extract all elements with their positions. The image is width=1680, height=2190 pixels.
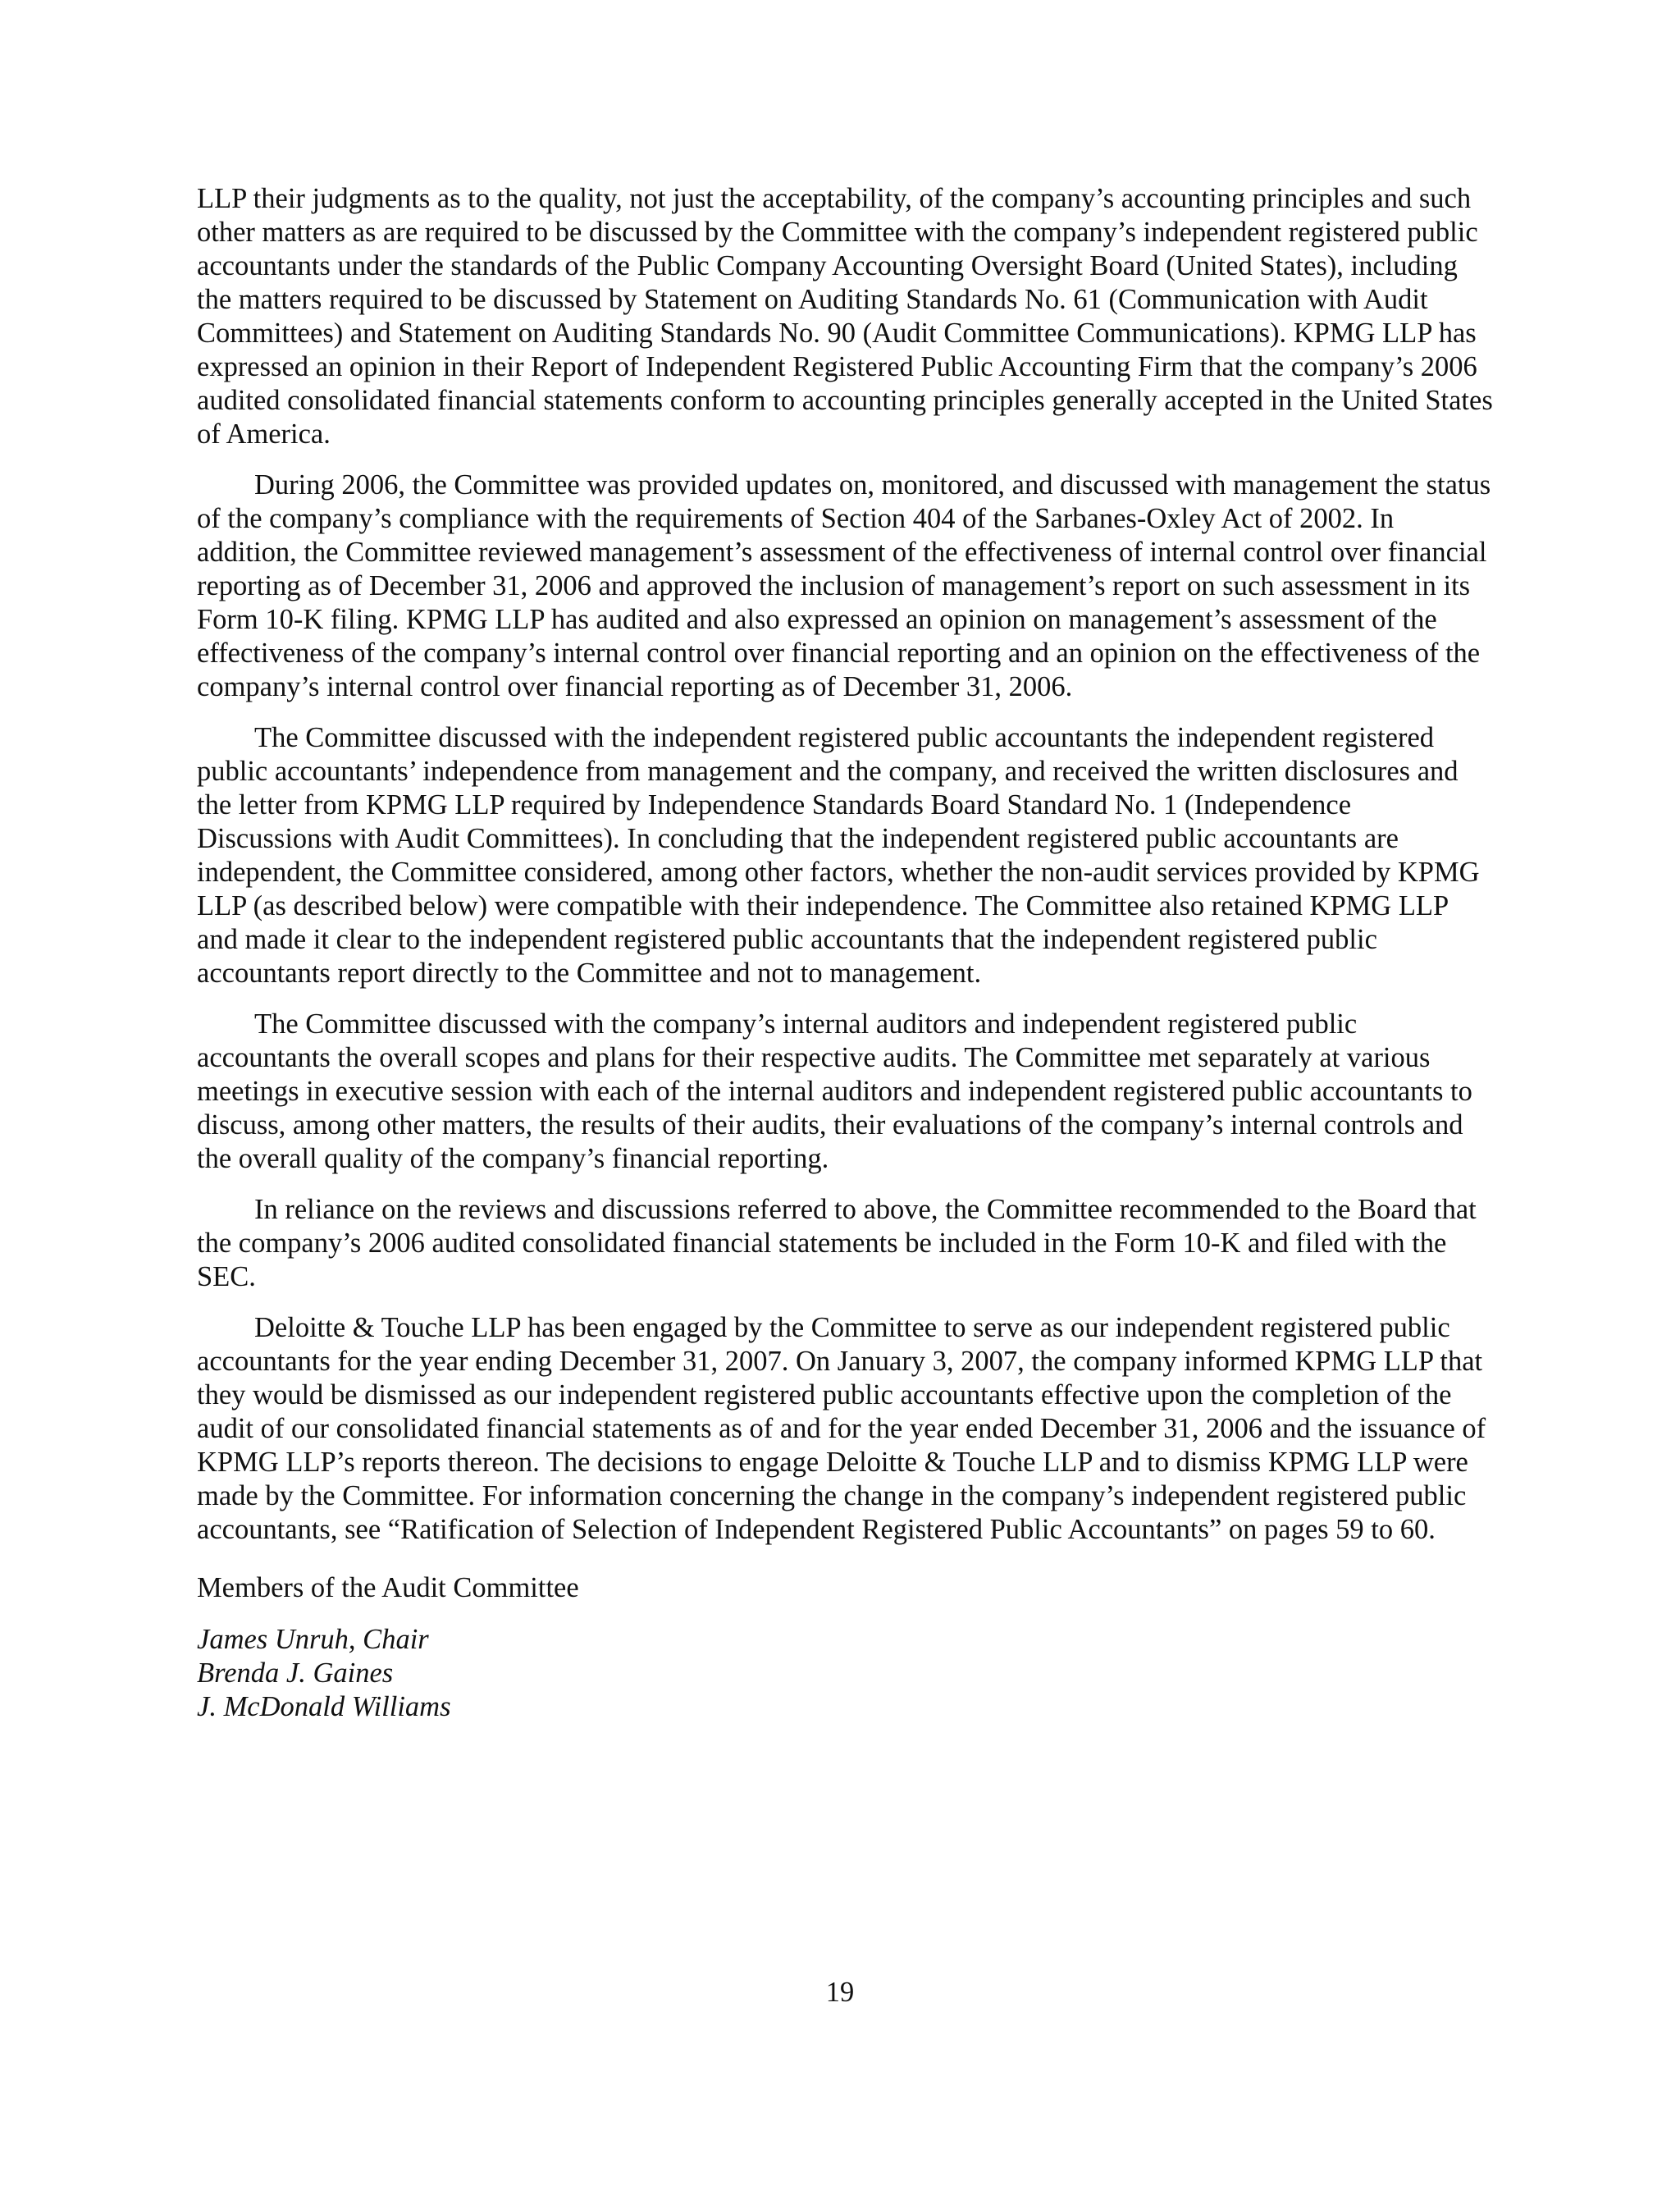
paragraph-5: In reliance on the reviews and discussions referred to above, the Committee recommended to the Board that the company’s 2006 audited consolidated financial statements be included in the Form 10-K and filed with the SEC. xyxy=(197,1194,1477,1292)
committee-members-list xyxy=(197,1623,1493,1724)
page-number: 19 xyxy=(825,1977,855,2008)
committee-member: James Unruh, Chair xyxy=(197,1624,429,1655)
paragraph-3: The Committee discussed with the independent registered public accountants the independent registered public accountants’ independence from management and the company, and received the written disclosures and the letter from KPMG LLP required by Independence Standards Board Standard No. 1 (Independence Discussions with Audit Committees). In concluding that the independent registered public accountants are independent, the Committee considered, among other factors, whether the non-audit services provided by KPMG LLP (as described below) were compatible with their independence. The Committee also retained KPMG LLP and made it clear to the independent registered public accountants that the independent registered public accountants report directly to the Committee and not to management. xyxy=(197,722,1480,989)
paragraph-4: The Committee discussed with the company’s internal auditors and independent registered public accountants the overall scopes and plans for their respective audits. The Committee met separately at various meetings in executive session with each of the internal auditors and independent registered public accountants to discuss, among other matters, the results of their audits, their evaluations of the company’s internal controls and the overall quality of the company’s financial reporting. xyxy=(197,1008,1472,1174)
committee-member: J. McDonald Williams xyxy=(197,1691,451,1722)
paragraph-6: Deloitte & Touche LLP has been engaged by the Committee to serve as our independent registered public accountants for the year ending December 31, 2007. On January 3, 2007, the company informed KPMG LLP that they would be dismissed as our independent registered public accountants effective upon the completion of the audit of our consolidated financial statements as of and for the year ended December 31, 2006 and the issuance of KPMG LLP’s reports thereon. The decisions to engage Deloitte & Touche LLP and to dismiss KPMG LLP were made by the Committee. For information concerning the change in the company’s independent registered public accountants, see “Ratification of Selection of Independent Registered Public Accountants” on pages 59 to 60. xyxy=(197,1312,1486,1545)
paragraph-1: LLP their judgments as to the quality, not just the acceptability, of the company’s accounting principles and such other matters as are required to be discussed by the Committee with the company’s independent registered public accountants under the standards of the Public Company Accounting Oversight Board (United States), including the matters required to be discussed by Statement on Auditing Standards No. 61 (Communication with Audit Committees) and Statement on Auditing Standards No. 90 (Audit Committee Communications). KPMG LLP has expressed an opinion in their Report of Independent Registered Public Accounting Firm that the company’s 2006 audited consolidated financial statements conform to accounting principles generally accepted in the United States of America. xyxy=(197,183,1493,450)
committee-member: Brenda J. Gaines xyxy=(197,1657,394,1689)
committee-heading: Members of the Audit Committee xyxy=(197,1572,579,1603)
page-content xyxy=(197,182,1493,1724)
paragraph-2: During 2006, the Committee was provided updates on, monitored, and discussed with management the status of the company’s compliance with the requirements of Section 404 of the Sarbanes-Oxley Act of 2002. In addition, the Committee reviewed management’s assessment of the effectiveness of internal control over financial reporting as of December 31, 2006 and approved the inclusion of management’s report on such assessment in its Form 10-K filing. KPMG LLP has audited and also expressed an opinion on management’s assessment of the effectiveness of the company’s internal control over financial reporting and an opinion on the effectiveness of the company’s internal control over financial reporting as of December 31, 2006. xyxy=(197,469,1491,702)
